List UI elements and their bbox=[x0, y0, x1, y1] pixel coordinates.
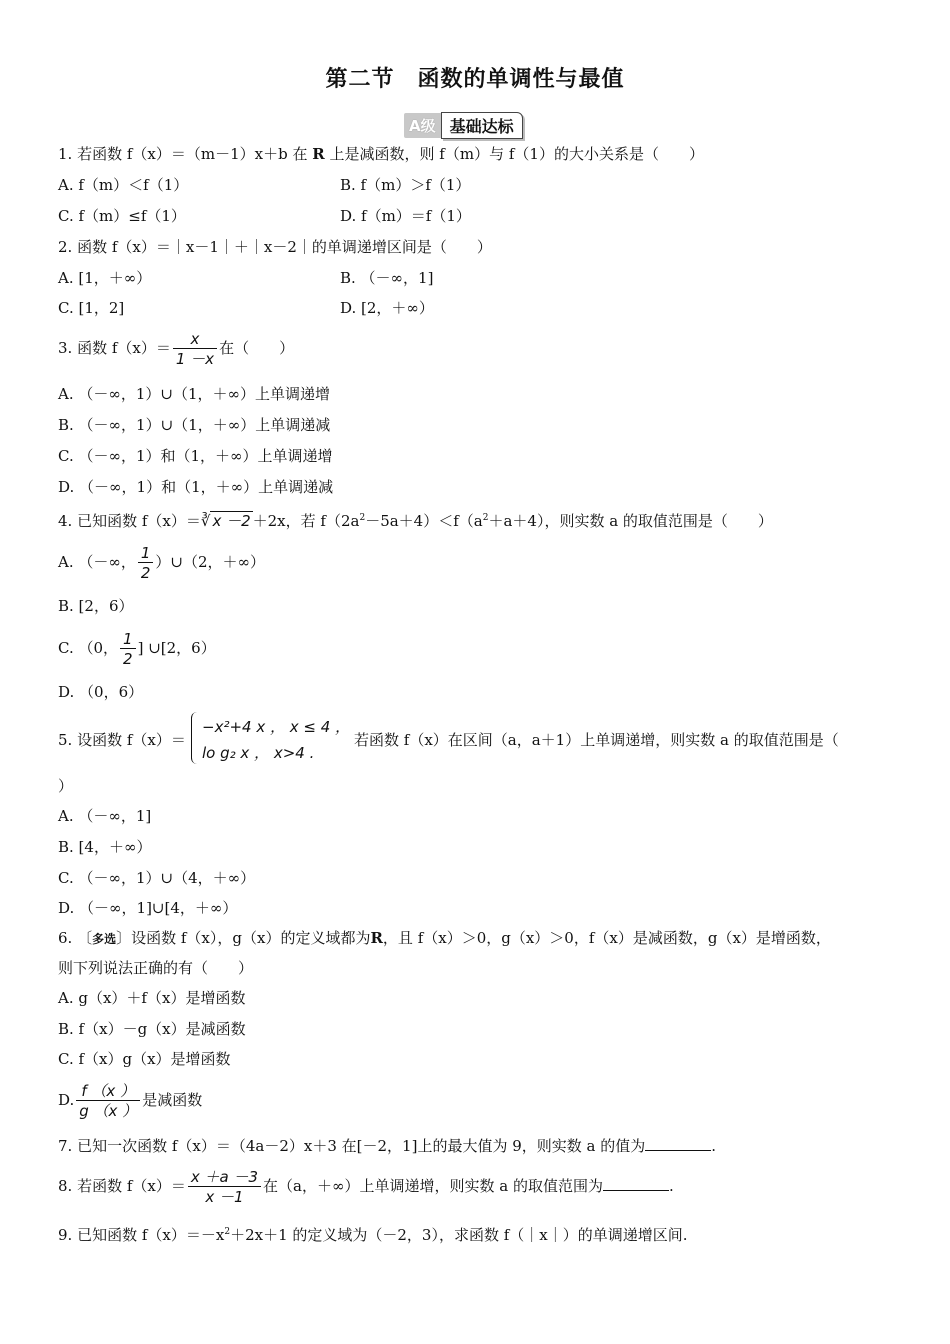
question-5-piece-1: −x²+4 x ， x ≤ 4 ， bbox=[202, 718, 351, 736]
question-2-option-b: B. （－∞，1] bbox=[340, 269, 434, 287]
answer-blank[interactable] bbox=[603, 1176, 669, 1191]
question-5-option-d: D. （－∞，1]∪[4，＋∞） bbox=[58, 899, 238, 917]
question-5-stem: 若函数 f（x）在区间（a，a＋1）上单调递增，则实数 a 的取值范围是（ bbox=[354, 731, 839, 749]
question-8-stem: 8. 若函数 f（x）＝ $\frac{x +a -3}{x -1}$ 在（a，＋∞）上单调递增，则实数 a 的取值范围为 . bbox=[58, 1167, 674, 1206]
question-2-option-a: A. [1，＋∞） bbox=[58, 269, 152, 287]
question-1-stem: 1. 若函数 f（x）＝（m－1）x＋b 在 R 上是减函数，则 f（m）与 f（1）的大小关系是（ ） bbox=[58, 145, 704, 163]
question-6-option-c: C. f（x）g（x）是增函数 bbox=[58, 1050, 231, 1068]
question-4-option-d: D. （0，6） bbox=[58, 683, 144, 701]
question-4-stem: 4. 已知函数 f（x）＝∛ x －2 ＋2x，若 $f(2a^2-5a+4)<f(a^2+a+4)$，则实数 a 的取值范围是（ ） bbox=[58, 512, 773, 530]
answer-blank[interactable] bbox=[645, 1136, 711, 1151]
badge-label: 基础达标 bbox=[441, 112, 523, 139]
question-2-option-c: C. [1，2] bbox=[58, 299, 125, 317]
question-6-option-b: B. f（x）－g（x）是减函数 bbox=[58, 1020, 246, 1038]
question-3-stem: 3. 函数 f（x）＝ $\frac{x}{1 -x}$ 在（ ） bbox=[58, 329, 295, 368]
question-5-stem-end: ） bbox=[58, 777, 74, 795]
question-3-option-c: C. （－∞，1）和（1，＋∞）上单调递增 bbox=[58, 447, 333, 465]
question-6-stem-2: 则下列说法正确的有（ ） bbox=[58, 959, 254, 977]
question-4-option-c: C. （0， $\frac{1}{2}$ ] ∪[2，6） bbox=[58, 629, 216, 668]
page-title: 第二节 函数的单调性与最值 bbox=[325, 67, 625, 92]
question-3-fraction: $\frac{x}{1 -x}$ bbox=[173, 330, 217, 369]
question-4-option-b: B. [2，6） bbox=[58, 597, 134, 615]
question-1-option-d: D. f（m）＝f（1） bbox=[340, 207, 471, 225]
piecewise-brace bbox=[191, 712, 198, 764]
question-5-stem-prefix: 5. 设函数 f（x）＝ bbox=[58, 731, 186, 749]
question-2-option-d: D. [2，＋∞） bbox=[340, 299, 434, 317]
question-9-stem: 9. 已知函数 $f(x)=-x^2+2x+1$ 的定义域为（－2，3），求函数 f（｜x｜）的单调递增区间. bbox=[58, 1226, 688, 1244]
question-4-option-a: A. （－∞， $\frac{1}{2}$ ）∪（2，＋∞） bbox=[58, 543, 266, 582]
question-5-option-a: A. （－∞，1] bbox=[58, 807, 152, 825]
question-5-option-c: C. （－∞，1）∪（4，＋∞） bbox=[58, 869, 256, 887]
question-2-stem: 2. 函数 f（x）＝｜x－1｜＋｜x－2｜的单调递增区间是（ ） bbox=[58, 238, 492, 256]
level-badge bbox=[404, 112, 523, 138]
question-3-option-d: D. （－∞，1）和（1，＋∞）上单调递减 bbox=[58, 478, 334, 496]
question-5-piece-2: lo g₂ x ， x>4 . bbox=[202, 744, 315, 762]
question-6-stem: 6. 〔多选〕设函数 f（x），g（x）的定义域都为R，且 f（x）＞0，g（x）＞0，f（x）是减函数，g（x）是增函数， bbox=[58, 929, 831, 947]
question-7-stem: 7. 已知一次函数 f（x）＝（4a－2）x＋3 在[－2，1]上的最大值为 9，则实数 a 的值为 . bbox=[58, 1137, 717, 1155]
question-1-option-a: A. f（m）＜f（1） bbox=[58, 176, 189, 194]
question-1-option-b: B. f（m）＞f（1） bbox=[340, 176, 471, 194]
question-1-option-c: C. f（m）≤f（1） bbox=[58, 207, 186, 225]
question-5-option-b: B. [4，＋∞） bbox=[58, 838, 152, 856]
question-6-option-a: A. g（x）＋f（x）是增函数 bbox=[58, 989, 246, 1007]
question-6-option-d: D. $\frac{f (x )}{g (x )}$ 是减函数 bbox=[58, 1081, 203, 1120]
question-3-option-b: B. （－∞，1）∪（1，＋∞）上单调递减 bbox=[58, 416, 331, 434]
badge-level: A级 bbox=[404, 113, 441, 138]
question-3-option-a: A. （－∞，1）∪（1，＋∞）上单调递增 bbox=[58, 385, 331, 403]
multi-select-tag: 多选 bbox=[92, 932, 117, 946]
